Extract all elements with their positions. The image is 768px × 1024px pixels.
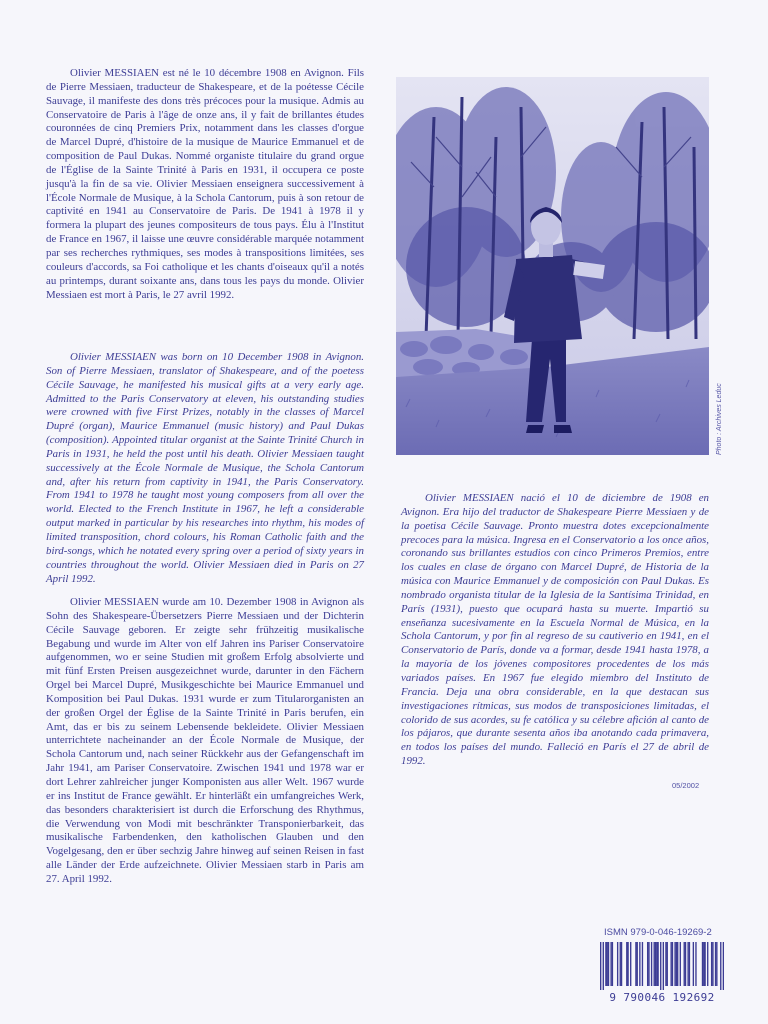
barcode-bar bbox=[647, 942, 648, 986]
biography-french bbox=[46, 67, 364, 302]
barcode-bar bbox=[605, 942, 606, 986]
barcode-bar bbox=[667, 942, 668, 986]
barcode-bar bbox=[612, 942, 613, 986]
barcode-bar bbox=[716, 942, 717, 986]
barcode-bar bbox=[603, 942, 604, 990]
barcode-bar bbox=[677, 942, 678, 986]
barcode-bar bbox=[680, 942, 681, 986]
barcode-bar bbox=[621, 942, 622, 986]
barcode-bar bbox=[656, 942, 657, 986]
barcode-bar bbox=[663, 942, 664, 990]
barcode-bar bbox=[626, 942, 627, 986]
barcode-bar bbox=[607, 942, 608, 986]
barcode bbox=[600, 942, 724, 1004]
barcode-bar bbox=[620, 942, 621, 986]
barcode-bar bbox=[627, 942, 628, 986]
barcode-bar bbox=[704, 942, 705, 986]
barcode-bar bbox=[608, 942, 609, 986]
barcode-bar bbox=[715, 942, 716, 986]
barcode-bar bbox=[655, 942, 656, 986]
biography-spanish-text: Olivier MESSIAEN nació el 10 de diciembre de 1908 en Avignon. Era hijo del traductor de Shakespeare Pierre Messiaen y de la poetisa Cécile Sauvage. Pronto muestra dotes excepcionalmente precoces para la música. Ingresa en el Conservatorio a los once años, coronando sus brillantes estudios con cinco Primeros Premios, entre los cuales en clase de órgano con Marcel Dupré, de Historia de la música con Maurice Emmanuel y de composición con Paul Dukas. Es nombrado organista titular de la Iglesia de la Santísima Trinidad, en París (1931), puesto que ocupará hasta su muerte. Impartió su enseñanza sucesivamente en la Escuela Normal de Música, en la Schola Cantorum, y por fin al regreso de su cautiverio en 1941, en el Conservatorio de París, donde va a formar, desde 1941 hasta 1978, a la mayoría de los jóvenes compositores procedentes de los más variados países. En 1967 fue elegido miembro del Instituto de Francia. Deja una obra considerable, en la que destacan sus investigaciones rítmicas, sus modos de transposiciones limitadas, el colorido de sus acordes, su fe católica y su célebre afición al canto de los pájaros, que durante sesenta años iba anotando cada primavera, en todos los países del mundo. Falleció en París el 27 de abril de 1992. bbox=[401, 492, 709, 768]
barcode-bar bbox=[617, 942, 618, 986]
barcode-bar bbox=[642, 942, 643, 986]
barcode-bar bbox=[703, 942, 704, 986]
barcode-bar bbox=[672, 942, 673, 986]
barcode-bar bbox=[630, 942, 631, 986]
barcode-bar bbox=[657, 942, 658, 986]
barcode-bar bbox=[610, 942, 611, 986]
barcode-bar bbox=[707, 942, 708, 986]
barcode-bar bbox=[670, 942, 671, 986]
barcode-digits: 9 790046 192692 bbox=[609, 991, 715, 1004]
biography-english-text: Olivier MESSIAEN was born on 10 December 1908 in Avignon. Son of Pierre Messiaen, translator of Shakespeare, and of the poetess Cécile Sauvage, he manifested his musical gifts at a very early age. Admitted to the Paris Conservatory at eleven, his outstanding studies were crowned with five First Prizes, notably in the classes of Marcel Dupré (organ), Maurice Emmanuel (music history) and Paul Dukas (composition). Appointed titular organist at the Sainte Trinité Church in Paris in 1931, he held the post until his death. Olivier Messiaen taught successively at the École Normale de Musique, the Schola Cantorum and, after his return from captivity in 1941, the Paris Conservatory. From 1941 to 1978 he taught most young composers from all over the world. Elected to the French Institute in 1967, he left a considerable output marked in particular by his researches into rhythm, his modes of limited transposition, chord colours, his Roman Catholic faith and the bird-songs, which he notated every spring over a period of sixty years in countries throughout the world. Olivier Messiaen died in Paris on 27 April 1992. bbox=[46, 351, 364, 585]
barcode-bars bbox=[600, 942, 724, 990]
barcode-bar bbox=[665, 942, 666, 986]
biography-spanish bbox=[401, 492, 709, 769]
barcode-bar bbox=[695, 942, 696, 986]
barcode-bar bbox=[639, 942, 640, 986]
barcode-bar bbox=[711, 942, 712, 986]
barcode-bar bbox=[637, 942, 638, 986]
barcode-bar bbox=[674, 942, 675, 986]
barcode-bar bbox=[660, 942, 661, 990]
barcode-bar bbox=[712, 942, 713, 986]
edition-date: 05/2002 bbox=[672, 781, 700, 790]
biography-german-text: Olivier MESSIAEN wurde am 10. Dezember 1908 in Avignon als Sohn des Shakespeare-Übersetzers Pierre Messiaen und der Dichterin Cécile Sauvage geboren. Er zeigte sehr frühzeitig musikalische Begabung und wurde im Alter von elf Jahren ins Pariser Conservatoire aufgenommen, wo er seine Studien mit großem Erfolg absolvierte und mit fünf Ersten Preisen ausgezeichnet wurde, darunter in den Fächern Orgel bei Marcel Dupré, Musikgeschichte bei Maurice Emmanuel und Komposition bei Paul Dukas. 1931 wurde er zum Titularorganisten an der großen Orgel der Église de la Sainte Trinité in Paris berufen, ein Amt, das er bis zu seinem Lebensende bekleidete. Olivier Messiaen unterrichtete nacheinander an der École Normale de Musique, der Schola Cantorum und, nach seiner Rückkehr aus der Gefangenschaft im Jahr 1941, am Pariser Conservatoire. Zwischen 1941 und 1978 war er dort Lehrer zahlreicher junger Komponisten aus aller Welt. 1967 wurde er ins Institut de France gewählt. Er hinterläßt ein umfangreiches Werk, das besonders charakterisiert ist durch die Erforschung des Rhythmus, die Verwendung von Modi mit beschränkter Transponierbarkeit, das musikalische Farbendenken, den katholischen Glauben und den Vogelgesang, den er über sechzig Jahre hinweg auf seinen Reisen in fast alle Länder der Erde aufzeichnete. Olivier Messiaen starb in Paris am 27. April 1992. bbox=[46, 596, 364, 885]
barcode-bar bbox=[600, 942, 601, 990]
barcode-bar bbox=[687, 942, 688, 986]
barcode-bar bbox=[689, 942, 690, 986]
biography-german bbox=[46, 596, 364, 887]
barcode-bar bbox=[693, 942, 694, 986]
barcode-bar bbox=[651, 942, 652, 986]
barcode-bar bbox=[702, 942, 703, 986]
barcode-bar bbox=[648, 942, 649, 986]
barcode-bar bbox=[684, 942, 685, 986]
barcode-bar bbox=[654, 942, 655, 986]
biography-english bbox=[46, 351, 364, 586]
barcode-bar bbox=[723, 942, 724, 990]
biography-french-text: Olivier MESSIAEN est né le 10 décembre 1908 en Avignon. Fils de Pierre Messiaen, traducteur de Shakespeare, et de la poétesse Cécile Sauvage, il manifeste des dons très précoces pour la musique. Admis au Conservatoire de Paris à l'âge de onze ans, il y fait de brillantes études couronnées de cinq Premiers Prix, notamment dans les classes d'orgue de Marcel Dupré, d'histoire de la musique de Maurice Emmanuel et de composition de Paul Dukas. Nommé organiste titulaire du grand orgue de l'Église de la Sainte Trinité à Paris en 1931, il occupera ce poste jusqu'à la fin de sa vie. Olivier Messiaen enseignera successivement à l'École Normale de Musique, à la Schola Cantorum, puis à son retour de captivité en 1941 au Conservatoire de Paris. De 1941 à 1978 il y formera la plupart des jeunes compositeurs de tous pays. Élu à l'Institut de France en 1967, il laisse une œuvre considérable marquée notamment par ses recherches rythmiques, ses modes à transpositions limitées, ses couleurs d'accords, sa Foi catholique et les chants d'oiseaux qu'il a notés au printemps, durant soixante ans, dans tous les pays du monde. Olivier Messiaen est mort à Paris, le 27 avril 1992. bbox=[46, 67, 364, 301]
barcode-bar bbox=[635, 942, 636, 986]
ismn-number: ISMN 979-0-046-19269-2 bbox=[604, 927, 712, 938]
barcode-bar bbox=[720, 942, 721, 990]
messiaen-photo bbox=[396, 77, 709, 455]
photo-illustration bbox=[396, 77, 709, 455]
barcode-bar bbox=[676, 942, 677, 986]
barcode-bar bbox=[685, 942, 686, 986]
photo-credit: Photo : Archives Leduc bbox=[716, 383, 723, 455]
